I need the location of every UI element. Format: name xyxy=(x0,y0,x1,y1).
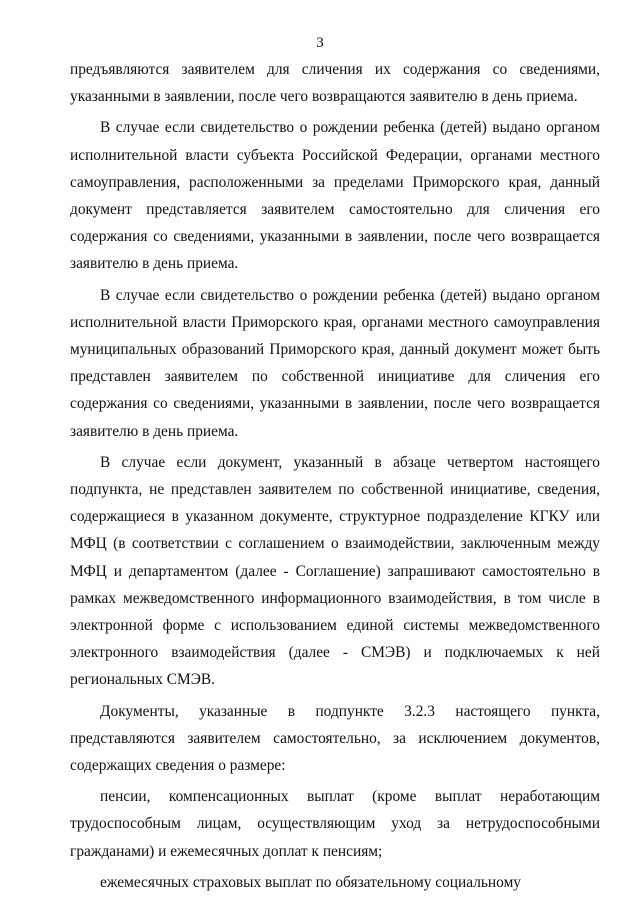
paragraph: В случае если документ, указанный в абзаце четвертом настоящего подпункта, не представлен заявителем по собственной инициативе, сведения, содержащиеся в указанном документе, структурное подразделение КГКУ или МФЦ (в соответствии с соглашением о взаимодействии, заключенным между МФЦ и департаментом (далее - Соглашение) запрашивают самостоятельно в рамках межведомственного информационного взаимодействия, в том числе в электронной форме с использованием единой системы межведомственного электронного взаимодействия (далее - СМЭВ) и подключаемых к ней региональных СМЭВ. xyxy=(70,453,600,689)
paragraph: пенсии, компенсационных выплат (кроме выплат неработающим трудоспособным лицам, осуществляющим уход за нетрудоспособными гражданами) и ежемесячных доплат к пенсиям; xyxy=(70,788,600,860)
page-number: 3 xyxy=(316,35,324,51)
paragraph: В случае если свидетельство о рождении ребенка (детей) выдано органом исполнительной власти субъекта Российской Федерации, органами местного самоуправления, расположенными за пределами Приморского края, данный документ представляется заявителем самостоятельно для сличения его содержания со сведениями, указанными в заявлении, после чего возвращается заявителю в день приема. xyxy=(70,119,600,273)
paragraph: Документы, указанные в подпункте 3.2.3 настоящего пункта, представляются заявителем самостоятельно, за исключением документов, содержащих сведения о размере: xyxy=(70,702,600,775)
paragraph: ежемесячных страховых выплат по обязательному социальному xyxy=(100,873,522,891)
paragraph-continuation: предъявляются заявителем для сличения их содержания со сведениями, указанными в заявлении, после чего возвращаются заявителю в день приема. xyxy=(70,61,600,106)
document-body xyxy=(70,56,600,896)
paragraph: В случае если свидетельство о рождении ребенка (детей) выдано органом исполнительной власти Приморского края, органами местного самоуправления муниципальных образований Приморского края, данный документ может быть представлен заявителем по собственной инициативе для сличения его содержания со сведениями, указанными в заявлении, после чего возвращается заявителю в день приема. xyxy=(70,286,600,440)
